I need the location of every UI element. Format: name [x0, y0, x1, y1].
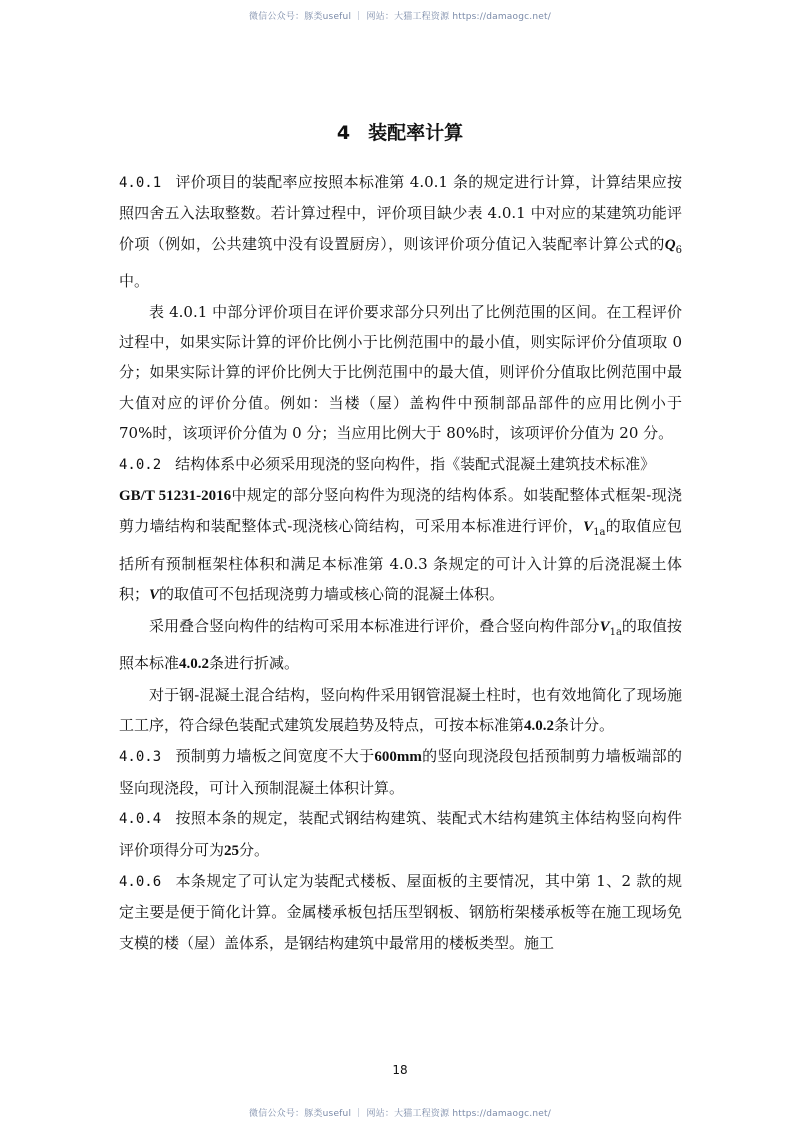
- clause-4-0-2-steel-concrete: [119, 680, 682, 742]
- clause-4-0-4-paragraph: [119, 803, 682, 866]
- clause-text: 的竖向现浇段包括预制剪力墙板端部的竖向现浇段，可计入预制混凝土体积计算。: [119, 747, 682, 797]
- paragraph-text: 表 4.0.1 中部分评价项目在评价要求部分只列出了比例范围的区间。在工程评价过程中，如果实际计算的评价比例小于比例范围中的最小值，则实际评价分值项取 0 分；如果实际计算的评价比例大于比例范围中的最大值，则评价分值取比例范围中最大值对应的评价分值。例如：当楼（屋）盖构件中预制部品部件的应用比例小于 70%时，该项评价分值为 0 分；当应用比例大于 80%时，该项评价分值为 20 分。: [119, 302, 682, 443]
- watermark-top: 微信公众号：豚类useful ｜ 网站：大猫工程资源 https://damaogc.net/: [249, 12, 551, 22]
- chapter-number: 4: [336, 122, 351, 144]
- clause-4-0-6-paragraph: [119, 866, 682, 958]
- clause-text: 分。: [239, 840, 270, 859]
- clause-text: 中。: [119, 272, 150, 291]
- paragraph-text: 对于钢-混凝土混合结构，竖向构件采用钢管混凝土柱时，也有效地简化了现场施工工序，符合绿色装配式建筑发展趋势及特点，可按本标准第: [119, 685, 682, 734]
- clause-4-0-2-composite: [119, 611, 682, 680]
- variable-v: V: [583, 519, 594, 536]
- paragraph-text: 采用叠合竖向构件的结构可采用本标准进行评价，叠合竖向构件部分: [149, 616, 600, 635]
- clause-text: 结构体系中必须采用现浇的竖向构件，指《装配式混凝土建筑技术标准》: [175, 454, 656, 473]
- chapter-heading: [0, 118, 800, 145]
- dimension-value: 600mm: [374, 749, 422, 766]
- score-value: 25: [224, 842, 240, 859]
- paragraph-text: 条进行折减。: [209, 654, 300, 673]
- clause-reference: 4.0.2: [524, 717, 555, 734]
- variable-v: V: [149, 587, 160, 604]
- clause-number: 4.0.3: [119, 749, 162, 766]
- paragraph-text: 条计分。: [554, 715, 615, 734]
- clause-4-0-2-paragraph: [119, 449, 682, 611]
- clause-text: 的取值可不包括现浇剪力墙或核心筒的混凝土体积。: [159, 585, 505, 604]
- clause-number: 4.0.6: [119, 873, 162, 890]
- clause-number: 4.0.1: [119, 175, 162, 191]
- clause-number: 4.0.4: [119, 811, 162, 828]
- variable-subscript: 6: [675, 244, 682, 256]
- watermark-bottom: 微信公众号：豚类useful ｜ 网站：大猫工程资源 https://damaogc.net/: [249, 1109, 551, 1119]
- clause-text: 中规定的部分竖向构件为现浇的结构体系。如装配整体式框架-现浇剪力墙结构和装配整体式-现浇核心筒结构，可采用本标准进行评价，: [119, 486, 682, 536]
- variable-subscript: 1a: [593, 527, 606, 539]
- clause-text: 本条规定了可认定为装配式楼板、屋面板的主要情况，其中第 1、2 款的规定主要是便于简化计算。金属楼承板包括压型钢板、钢筋桁架楼承板等在施工现场免支模的楼（屋）盖体系，是钢结构建筑中最常用的楼板类型。施工: [119, 871, 682, 952]
- variable-v: V: [599, 618, 610, 635]
- clause-text: 预制剪力墙板之间宽度不大于: [175, 747, 375, 766]
- clause-4-0-1-paragraph: [119, 167, 682, 297]
- clause-text: 评价项目的装配率应按照本标准第 4.0.1 条的规定进行计算，计算结果应按照四舍五入法取整数。若计算过程中，评价项目缺少表 4.0.1 中对应的某建筑功能评价项（例如，公共建筑中没有设置厨房），则该评价项分值记入装配率计算公式的: [119, 173, 682, 253]
- clause-reference: 4.0.2: [179, 656, 210, 673]
- clause-4-0-1-explanation: [119, 297, 682, 449]
- document-body: [119, 167, 682, 958]
- standard-code: GB/T 51231-2016: [119, 488, 232, 505]
- chapter-title: 装配率计算: [368, 122, 464, 144]
- paragraph-text: 的取值按照本标准: [119, 616, 682, 673]
- clause-4-0-3-paragraph: [119, 741, 682, 803]
- clause-text: 按照本条的规定，装配式钢结构建筑、装配式木结构建筑主体结构竖向构件评价项得分可为: [119, 809, 682, 859]
- variable-subscript: 1a: [609, 626, 622, 638]
- clause-number: 4.0.2: [119, 456, 162, 473]
- page-number: 18: [392, 1063, 408, 1077]
- clause-text: 的取值应包括所有预制框架柱体积和满足本标准第 4.0.3 条规定的可计入计算的后浇混凝土体积；: [119, 517, 682, 604]
- variable-q: Q: [664, 236, 676, 253]
